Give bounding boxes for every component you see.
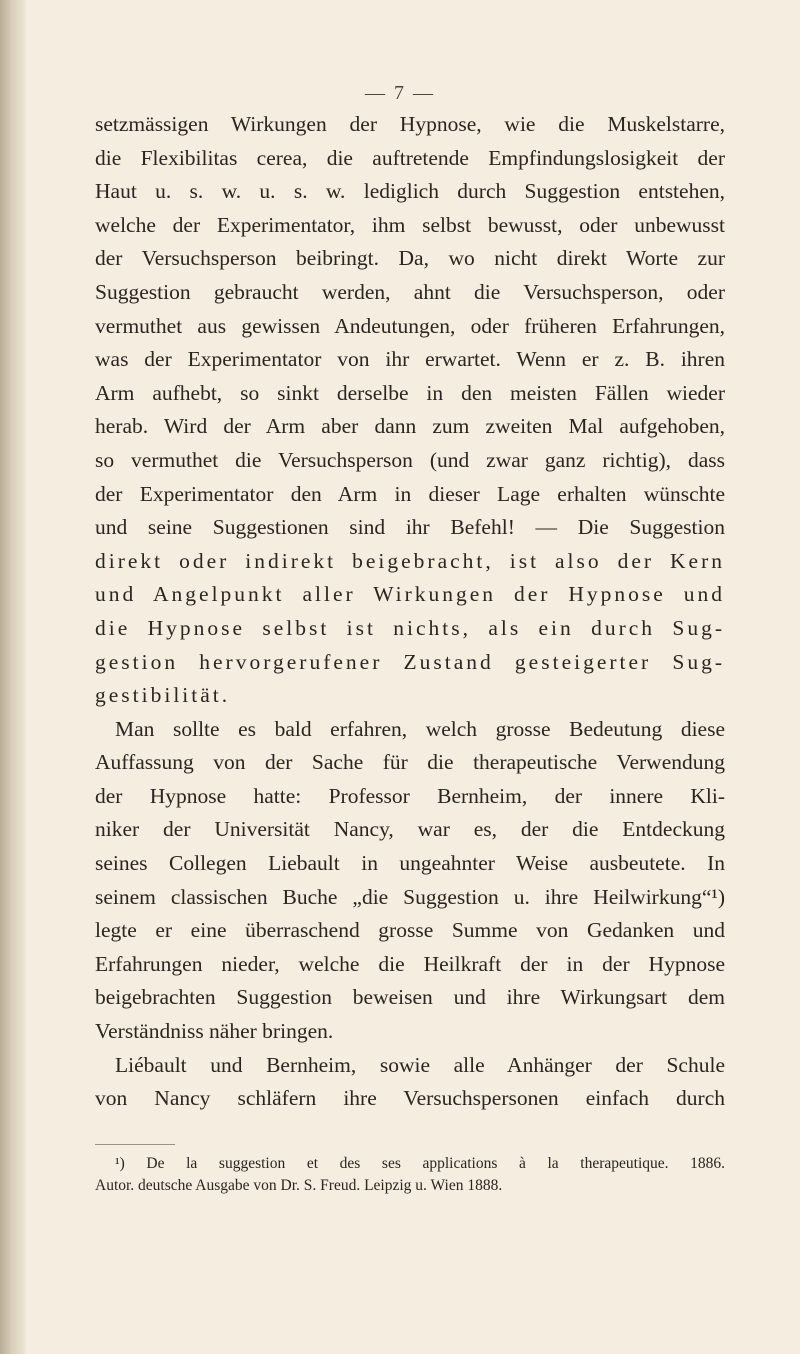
text-line: Erfahrungen nieder, welche die Heilkraft der in der Hypnose [95,951,725,976]
footnote-divider [95,1144,175,1145]
text-line: Arm aufhebt, so sinkt derselbe in den meisten Fällen wieder [95,380,725,405]
text-line: seines Collegen Liebault in ungeahnter Weise ausbeutete. In [95,851,725,876]
text-line: Verständniss näher bringen. [95,1019,334,1044]
text-line: was der Experimentator von ihr erwartet. Wenn er z. B. ihren [95,347,725,372]
text-line: und seine Suggestionen sind ihr Befehl! — Die Suggestion [95,515,725,540]
text-line: niker der Universität Nancy, war es, der die Entdeckung [95,817,725,842]
text-line: der Experimentator den Arm in dieser Lage erhalten wünschte [95,481,725,506]
text-line: Auffassung von der Sache für die therapeutische Verwendung [95,750,725,775]
text-line: so vermuthet die Versuchsperson (und zwar ganz richtig), dass [95,447,725,472]
text-line: von Nancy schläfern ihre Versuchspersonen einfach durch [95,1086,725,1111]
text-line: Liébault und Bernheim, sowie alle Anhänger der Schule [115,1052,725,1077]
text-line-spaced: gestibilität. [95,683,231,708]
text-line-spaced: direkt oder indirekt beigebracht, ist also der Kern [95,548,725,573]
text-line-spaced: die Hypnose selbst ist nichts, als ein durch Sug- [95,615,725,640]
page-number: — 7 — [365,82,435,104]
text-line: Suggestion gebraucht werden, ahnt die Versuchsperson, oder [95,279,725,304]
text-line: legte er eine überraschend grosse Summe von Gedanken und [95,918,725,943]
text-line-spaced: gestion hervorgerufener Zustand gesteigerter Sug- [95,649,725,674]
page-binding-edge [0,0,26,1354]
text-line: die Flexibilitas cerea, die auftretende Empfindungslosigkeit der [95,145,725,170]
text-line: herab. Wird der Arm aber dann zum zweiten Mal aufgehoben, [95,414,725,439]
text-line: seinem classischen Buche „die Suggestion u. ihre Heilwirkung“¹) [95,884,725,909]
text-line: welche der Experimentator, ihm selbst bewusst, oder unbewusst [95,212,725,237]
text-line-spaced: und Angelpunkt aller Wirkungen der Hypnose und [95,582,725,607]
text-line: setzmässigen Wirkungen der Hypnose, wie die Muskelstarre, [95,112,725,136]
footnote [95,1153,725,1197]
text-line: vermuthet aus gewissen Andeutungen, oder früheren Erfahrungen, [95,313,725,338]
footnote-line: ¹) De la suggestion et des ses applications à la therapeutique. 1886. [115,1155,725,1172]
text-line: Haut u. s. w. u. s. w. lediglich durch Suggestion entstehen, [95,179,725,204]
text-line: der Versuchsperson beibringt. Da, wo nicht direkt Worte zur [95,246,725,271]
text-line: Man sollte es bald erfahren, welch grosse Bedeutung diese [115,716,725,741]
text-line: der Hypnose hatte: Professor Bernheim, der innere Kli- [95,783,725,808]
footnote-line: Autor. deutsche Ausgabe von Dr. S. Freud. Leipzig u. Wien 1888. [95,1177,503,1194]
text-line: beigebrachten Suggestion beweisen und ihre Wirkungsart dem [95,985,725,1010]
body-text [95,108,725,1116]
